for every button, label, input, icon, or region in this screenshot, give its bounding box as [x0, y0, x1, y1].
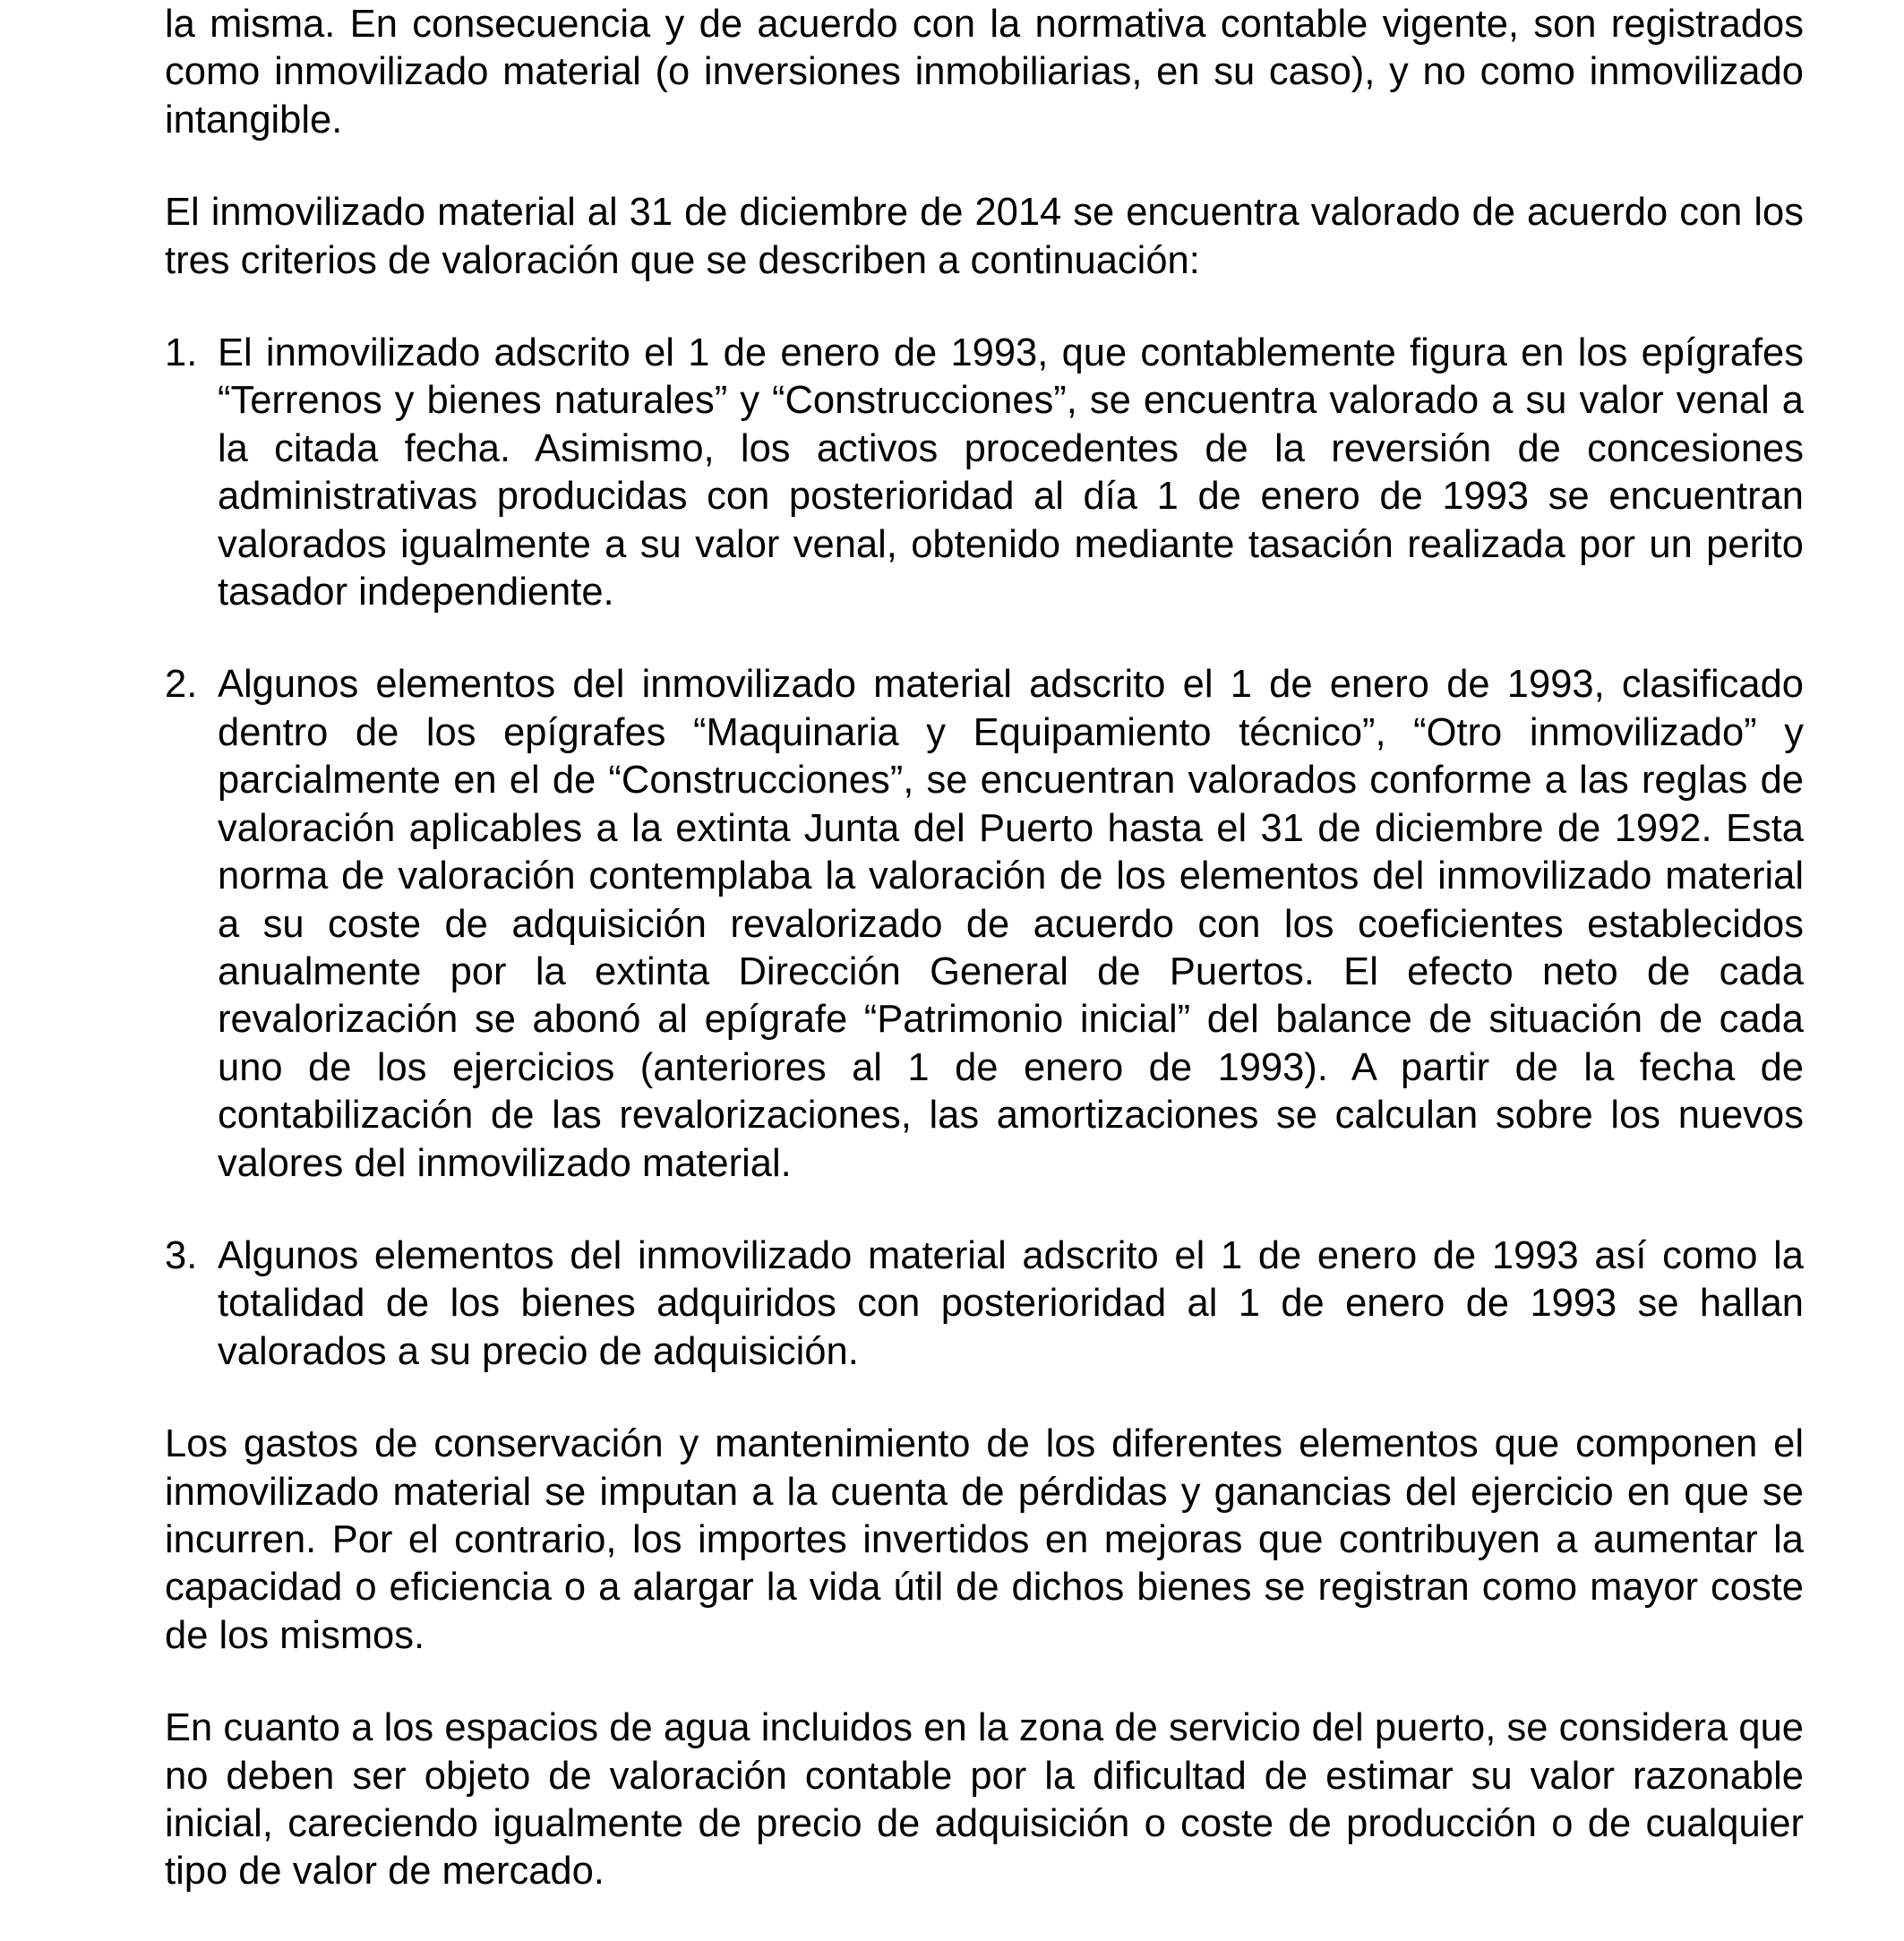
paragraph-intro-criteria: El inmovilizado material al 31 de diciembre de 2014 se encuentra valorado de acuerdo con los tres criterios de valoración que se describen a continuación: [165, 191, 1804, 282]
list-item-number: 1. [165, 331, 198, 375]
list-item [165, 661, 1804, 1187]
list-item-text: Algunos elementos del inmovilizado material adscrito el 1 de enero de 1993 así como la totalidad de los bienes adquiridos con posterioridad al 1 de enero de 1993 se hallan valorados a su precio de adquisición. [218, 1233, 1804, 1373]
list-item [165, 330, 1804, 616]
list-item-number: 3. [165, 1233, 198, 1277]
paragraph-water-spaces: En cuanto a los espacios de agua incluidos en la zona de servicio del puerto, se considera que no deben ser objeto de valoración contable por la dificultad de estimar su valor razonable inicial, careciendo igualmente de precio de adquisición o coste de producción o de cualquier tipo de valor de mercado. [165, 1706, 1804, 1894]
valuation-criteria-list [165, 330, 1804, 1376]
list-item-number: 2. [165, 663, 198, 707]
document-page [165, 0, 1804, 1941]
paragraph-maintenance-costs: Los gastos de conservación y mantenimiento de los diferentes elementos que componen el inmovilizado material se imputan a la cuenta de pérdidas y ganancias del ejercicio en que se incurren. Por el contrario, los importes invertidos en mejoras que contribuyen a aumentar la capacidad o eficiencia o a alargar la vida útil de dichos bienes se registran como mayor coste de los mismos. [165, 1422, 1804, 1657]
list-item-text: Algunos elementos del inmovilizado material adscrito el 1 de enero de 1993, clasificado dentro de los epígrafes “Maquinaria y Equipamiento técnico”, “Otro inmovilizado” y parcialmente en el de “Construcciones”, se encuentran valorados conforme a las reglas de valoración aplicables a la extinta Junta del Puerto hasta el 31 de diciembre de 1992. Esta norma de valoración contemplaba la valoración de los elementos del inmovilizado material a su coste de adquisición revalorizado de acuerdo con los coeficientes establecidos anualmente por la extinta Dirección General de Puertos. El efecto neto de cada revalorización se abonó al epígrafe “Patrimonio inicial” del balance de situación de cada uno de los ejercicios (anteriores al 1 de enero de 1993). A partir de la fecha de contabilización de las revalorizaciones, las amortizaciones se calculan sobre los nuevos valores del inmovilizado material. [218, 663, 1804, 1185]
list-item-text: El inmovilizado adscrito el 1 de enero de 1993, que contablemente figura en los epígrafes “Terrenos y bienes naturales” y “Construcciones”, se encuentra valorado a su valor venal a la citada fecha. Asimismo, los activos procedentes de la reversión de concesiones administrativas producidas con posterioridad al día 1 de enero de 1993 se encuentran valorados igualmente a su valor venal, obtenido mediante tasación realizada por un perito tasador independiente. [218, 331, 1804, 614]
paragraph-continuation: la misma. En consecuencia y de acuerdo con la normativa contable vigente, son registrados como inmovilizado material (o inversiones inmobiliarias, en su caso), y no como inmovilizado intangible. [165, 3, 1804, 142]
list-item [165, 1232, 1804, 1376]
